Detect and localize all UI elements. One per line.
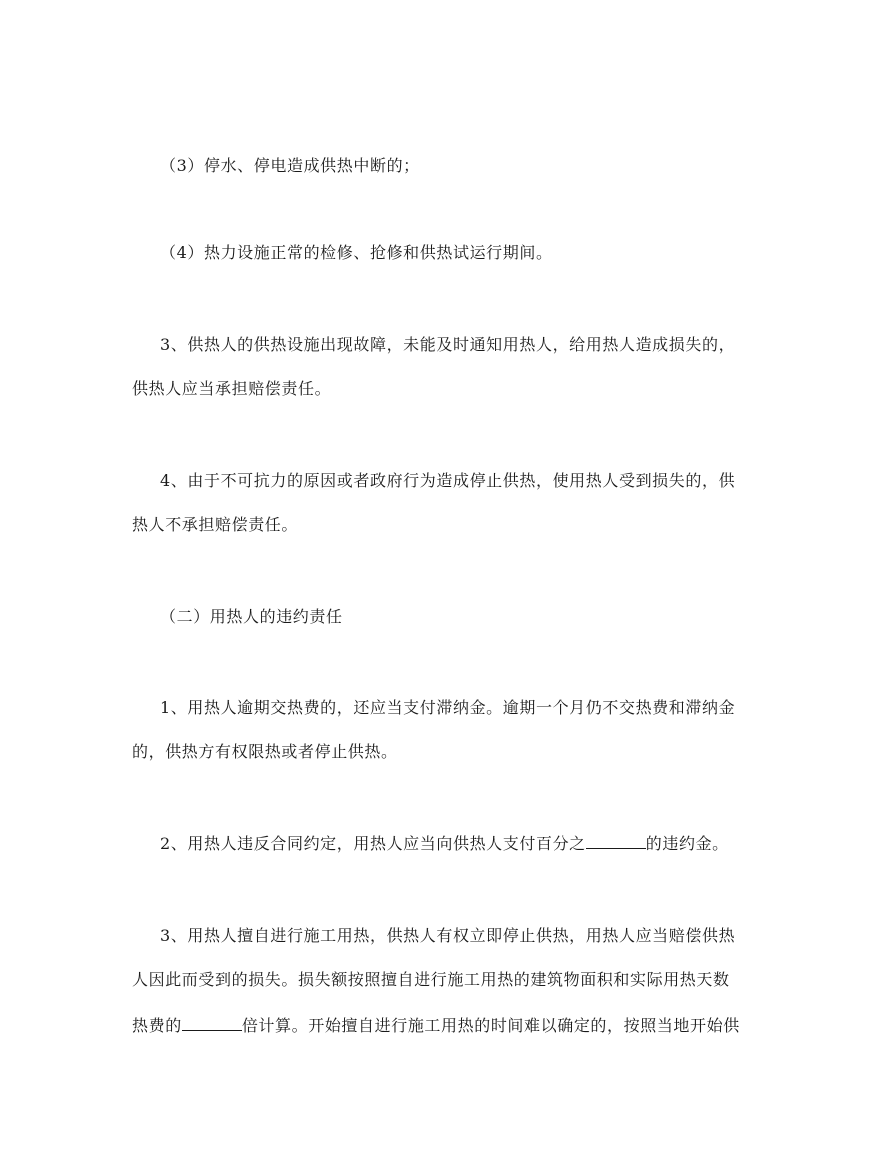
paragraph-line-with-blank bbox=[160, 834, 729, 854]
paragraph-line: （3）停水、停电造成供热中断的； bbox=[160, 156, 420, 175]
paragraph-text: 2、用热人违反合同约定，用热人应当向供热人支付百分之 bbox=[160, 834, 586, 853]
fill-in-blank bbox=[182, 1016, 242, 1031]
paragraph-line: 供热人应当承担赔偿责任。 bbox=[132, 379, 332, 398]
paragraph-text: 的违约金。 bbox=[645, 834, 729, 853]
section-heading: （二）用热人的违约责任 bbox=[160, 607, 343, 626]
paragraph-line: （4）热力设施正常的检修、抢修和供热试运行期间。 bbox=[160, 243, 553, 262]
paragraph-line: 3、用热人擅自进行施工用热，供热人有权立即停止供热，用热人应当赔偿供热 bbox=[160, 926, 736, 945]
paragraph-text: 热费的 bbox=[132, 1016, 182, 1035]
paragraph-text: 倍计算。开始擅自进行施工用热的时间难以确定的，按照当地开始供 bbox=[241, 1016, 740, 1035]
paragraph-line: 1、用热人逾期交热费的，还应当支付滞纳金。逾期一个月仍不交热费和滞纳金 bbox=[160, 698, 736, 717]
paragraph-line: 人因此而受到的损失。损失额按照擅自进行施工用热的建筑物面积和实际用热天数 bbox=[132, 970, 730, 989]
paragraph-line: 的，供热方有权限热或者停止供热。 bbox=[132, 742, 398, 761]
paragraph-line: 热人不承担赔偿责任。 bbox=[132, 515, 299, 534]
paragraph-line: 4、由于不可抗力的原因或者政府行为造成停止供热，使用热人受到损失的，供 bbox=[160, 471, 736, 490]
fill-in-blank bbox=[586, 834, 646, 849]
paragraph-line: 3、供热人的供热设施出现故障，未能及时通知用热人，给用热人造成损失的， bbox=[160, 335, 736, 354]
paragraph-line-with-blank bbox=[132, 1016, 740, 1036]
